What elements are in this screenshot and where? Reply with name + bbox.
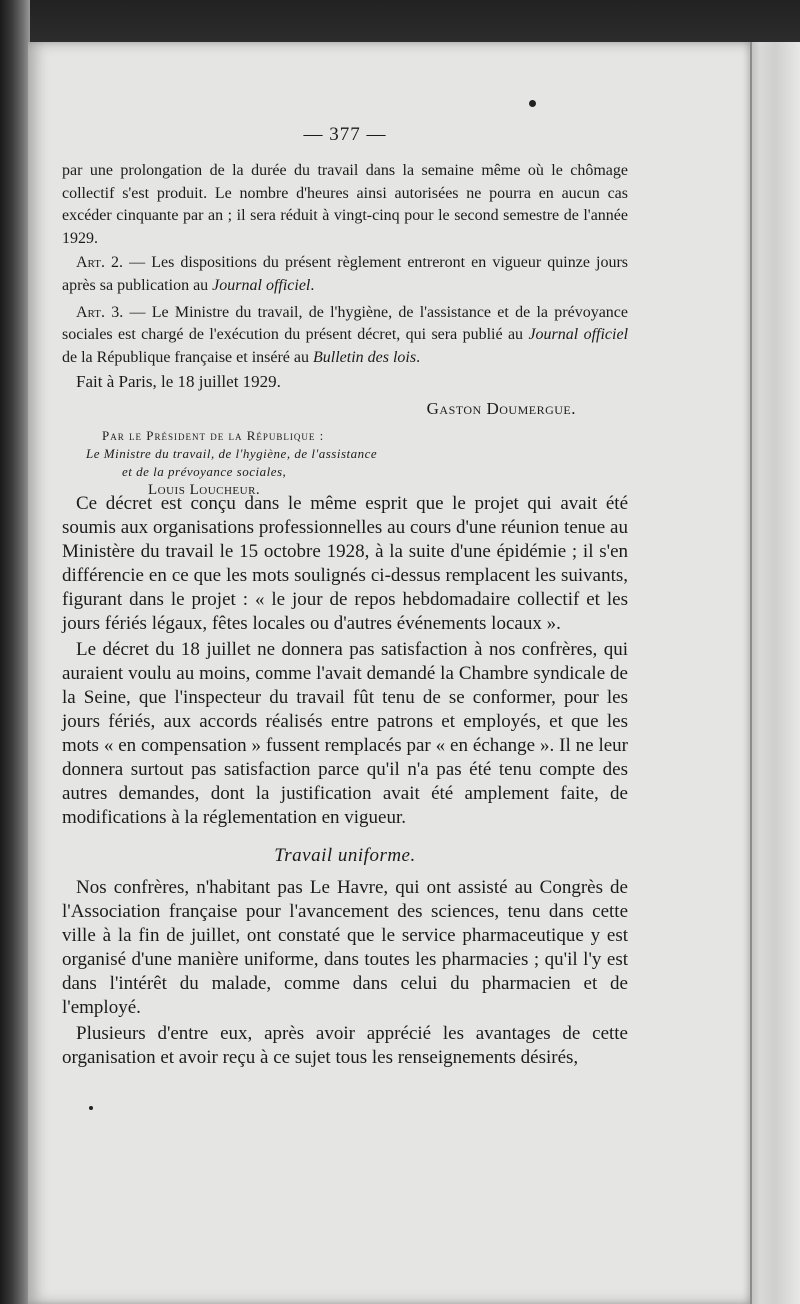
scan-top-background	[28, 0, 800, 42]
ink-speck	[89, 1106, 93, 1110]
decree-opening: par une prolongation de la durée du travail dans la semaine même où le chômage collectif s'est produit. Le nombre d'heures ainsi autorisées ne pourra en aucun cas excéder cinquante par an ; il sera réduit à vingt-cinq pour le second semestre de l'année 1929.	[62, 162, 628, 247]
article-3	[62, 302, 628, 370]
article-2	[62, 252, 628, 297]
article-2-label: Art. 2.	[76, 254, 124, 272]
commentary-paragraph-2: Le décret du 18 juillet ne donnera pas satisfaction à nos confrères, qui auraient voulu au moins, comme l'avait demandé la Chambre syndicale de la Seine, que l'inspecteur du travail fût tenu de se conformer, pour les jours fériés, aux accords réalisés entre patrons et employés, et que les mots « en compensation » fussent remplacés par « en échange ». Il ne leur donnera surtout pas satisfaction parce qu'il n'a pas été tenu compte des autres demandes, dont la justification avait été amplement faite, de modifications à la réglementation en vigueur.	[62, 639, 628, 828]
book-binding	[0, 0, 30, 1304]
section-paragraph-1: Nos confrères, n'habitant pas Le Havre, qui ont assisté au Congrès de l'Association française pour l'avancement des sciences, tenu dans cette ville à la fin de juillet, ont constaté que le service pharmaceutique y est organisé d'une manière uniforme, dans toutes les pharmacies ; qu'il l'y est dans l'intérêt du malade, comme dans celui du pharmacien et de l'employé.	[62, 877, 628, 1018]
countersign-name: Louis Loucheur.	[148, 481, 261, 498]
article-2-text-a: — Les dispositions du présent règlement entreront en vigueur quinze jours après sa publication au	[62, 254, 628, 294]
signatory	[62, 398, 628, 421]
countersign-line-3: et de la prévoyance sociales,	[122, 463, 287, 479]
decree-block	[62, 160, 628, 499]
page-number: — 377 —	[303, 124, 387, 145]
commentary-paragraph-1: Ce décret est conçu dans le même esprit que le projet qui avait été soumis aux organisations professionnelles au cours d'une réunion tenue au Ministère du travail le 15 octobre 1928, à la suite d'une épidémie ; il s'en différencie en ce que les mots soulignés ci-dessus remplacent les suivants, figurant dans le projet : « le jour de repos hebdomadaire collectif et les jours fériés légaux, fêtes locales ou d'autres événements locaux ».	[62, 493, 628, 634]
place-date: Fait à Paris, le 18 juillet 1929.	[76, 372, 281, 392]
countersign-line-1: Par le Président de la République :	[102, 427, 325, 443]
commentary-block	[62, 492, 628, 1070]
article-3-text-b: de la République française et inséré au	[62, 348, 313, 366]
article-2-text-b: .	[310, 276, 315, 294]
article-3-text-c: .	[416, 348, 421, 366]
article-3-label: Art. 3.	[76, 303, 124, 321]
countersign-line-2: Le Ministre du travail, de l'hygiène, de l'assistance	[86, 445, 378, 461]
page-edge	[750, 42, 800, 1304]
article-2-journal: Journal officiel	[212, 276, 311, 294]
article-3-journal: Journal officiel	[528, 326, 629, 344]
article-3-text-a: — Le Ministre du travail, de l'hygiène, de l'assistance et de la prévoyance sociales est chargé de l'exécution du présent décret, qui sera publié au	[62, 303, 629, 344]
section-paragraph-2: Plusieurs d'entre eux, après avoir apprécié les avantages de cette organisation et avoir reçu à ce sujet tous les renseignements désirés,	[62, 1023, 628, 1068]
section-title: Travail uniforme.	[274, 845, 416, 866]
ink-speck	[529, 100, 536, 107]
article-3-bulletin: Bulletin des lois	[313, 348, 417, 366]
signatory-name: Gaston Doumergue.	[426, 398, 576, 418]
countersignature	[62, 427, 628, 499]
